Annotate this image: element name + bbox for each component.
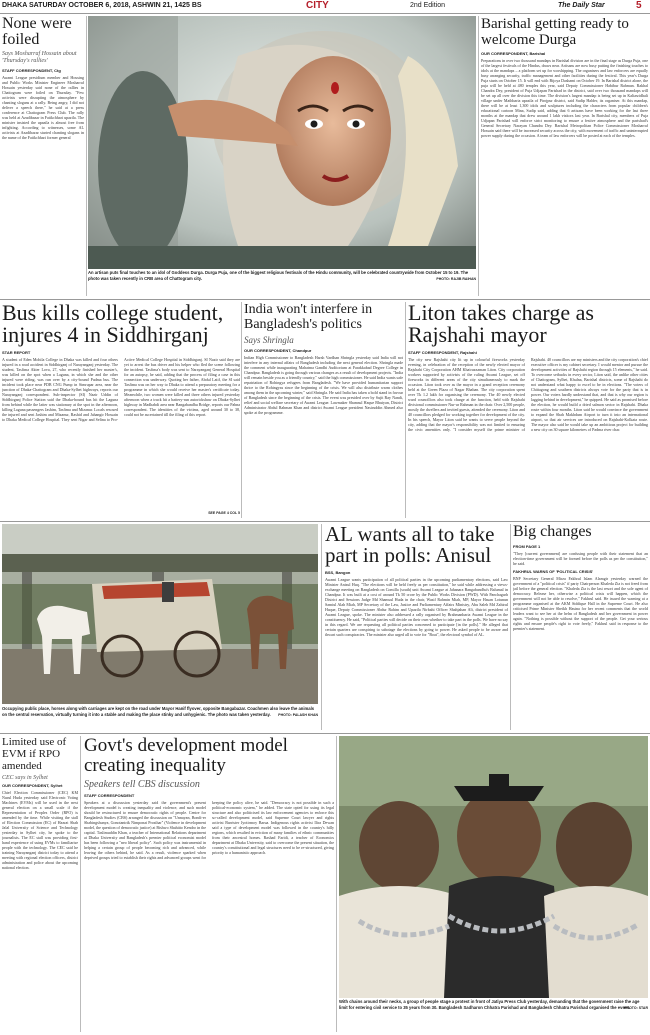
- article-big-changes: [513, 524, 648, 730]
- article-body: Awami League wants participation of all political parties in the upcoming parliamentary elections, said Law Minister Anisul Huq. "The elections will be held freely as per constitution," he said while addressing a views-exchange meeting on Bangladesh on Comilla (south) unit Awami League at Jahanara Bangabandhu's Balumal in Chandpur. It was built at a cost of around Tk 50 crore by the Public Works Division (PWD). With Panchagarh District and Sessions Judge Md Shamsul Huda in the chair, Wasif Rahmin Miah, MP, Mayor Hasan Lotunun Samiul Alah Miah, MP Secretary of the Law, Justice and Parliamentary Affairs Ministry, Abu Saleh Md Zahirul Haque, Deputy Commissioner Abdur Rahim and Upazila Nirbahi Officer Shahjahan Ali, district president of Awami League, spoke. The minister also addressed a rally organised by Brahmanbaria Awami League in the constituency. He said, "Political parties will decide on their own whether to take part in the polls. We have no say in this regard. We are requesting all political parties concerned to participate [in the polls]." He alleged that certain quarters are conspiring to sabotage the elections by going to power. He asked people to be aware and thwart such conspiracies. The minister also urged all to vote for "Boat", the electoral symbol of AL.: [325, 577, 508, 637]
- page-header: [0, 0, 650, 14]
- article-body: Chief Election Commissioner (CEC) KM Nurul Huda yesterday said Electronic Voting Machines (EVMs) will be used in the next general election on a small scale if the Representation of Peoples Order (RPO) is amended by the time. While visiting the stall of Election Commission (EC) of Hazrat Shah Jalal University of Science and Technology yesterday in Sylhet city, he spoke to the journalists. The EC stall was providing first-hand experience of using EVMs to familiarise people with the technology. The CEC said he training Narayanganj district today to attend a meeting with regional election officers, district administration and police about the upcoming national election.: [2, 790, 78, 870]
- article-al-wants: [325, 524, 508, 730]
- article-body: Speakers at a discussion yesterday said the government's present development model is creating inequality and violence, and such model should be restructured to ensure democratic rights of people. Centre for Bangladesh Studies (CBS) arranged the discussion on "Unnayan, Bondi-er Shabingshunya, Gonotantrik Nimponai Prosthar" (Violence in development model, the question of democratic justice) at Bishwo Shahitto Kendro in the capital. Taslimuddin Khan, a teacher of International Relations department at Dhaka University and Bangladesh's premier political economist model has been following a "neo liberal policy". Such policy was instrumental in helping a certain group of people becoming rich and advanced, while leaving the others behind, he said. As a result, violence sparked when deprived groups tried to establish their rights and advanced groups went for keeping the policy alive, he said. "Democracy is not possible in such a political-economic system," he added. The state opted for using its legal structure and also politicised its law enforcement agencies to enforce this so-called development model, said Supreme Court lawyer and rights activist Barrister Jyotirmoy Barua. Indigenous rights activist Ilira Dewan said a type of development model was followed in the country's hilly regions, which resulted in eviction of many families of ethnic communities from their ancestral homes. Rashad Faridi, a teacher of Economics department at Dhaka University, said to overcome the present situation, the country's constitutional and legal structures need to be re-structured, giving priority to a humanistic approach.: [84, 800, 334, 860]
- photo-credit: PHOTO: STAR: [624, 1006, 648, 1010]
- byline: STAFF CORRESPONDENT: [84, 793, 135, 798]
- article-none-were-foiled: [2, 16, 84, 298]
- headline[interactable]: India won't interfere in Bangladesh's politics: [244, 302, 373, 332]
- byline: STAFF CORRESPONDENT, Ctg: [2, 68, 61, 73]
- article-barishal: [481, 16, 648, 298]
- subhead: Says Shringla: [244, 335, 294, 345]
- horses-caption: [2, 706, 318, 730]
- article-evm: [2, 736, 78, 1032]
- byline: OUR CORRESPONDENT, Chandpur: [244, 348, 312, 353]
- headline[interactable]: AL wants all to take part in polls: Anisul: [325, 524, 495, 567]
- from-page: FROM PAGE 1: [513, 544, 541, 549]
- article-body: The city new Rajshahi city lit up in colourful fireworks yesterday evening, in celebration of the reception of the newly elected mayor of Rajshahi City Corporation AHM Khairuzzaman Liton. City corporation workers supported by activists of the ruling Awami League, set off fireworks in different areas of the city simultaneously to mark the occasion. Liton took over as the mayor in a grand reception ceremony held at the Green Plaza of Nagar Bhaban. The city corporation spent over Tk 1.2 lakh for organising the ceremony. The 40 newly elected ward councillors also took charge at the function, held with Rajshahi divisional commissioner Nur-ur Rahman in the chair. Over 2,500 people, mostly the dwellers and invited guests, attended the ceremony. Liton and 40 councillors pledged for working together for development of the city. In his speech, Mayor Liton said he wants to serve people beyond the city, adding that the mayor's responsibility was not limited to ensuring the civic amenities only. "I consider myself the prime minister of Rajshahi. 40 councillors are my ministers and the city corporation's chief executive officer is my cabinet secretary. I would mentor and pursue the development activities of Rajshahi region through 15 elements," he said. To overcome setbacks in every sector, Liton said, the unlike other cities of Chattogram, Sylhet, Khulna, Barishal districts, some of Rajshahi do not understand what happy to excel to be in elections. "The voters of Chittagong and southern districts always vote for the party that is in power. Our voters hardly understand that, and that is why our region is lagging behind in development," he quipped. He said as promised before the election, he would build a dried salmon sector in Rajshahi. Dhaka route within four months. Liton said he would convince the government to expand the Shah Makhdum Airport to turn it into an international airport, so that air services are introduced on Rajshahi-Kolkata route. The mayor also said he would take up an ambitious project for building a new city on 30 square kilometres of Padma river char.: [408, 357, 648, 432]
- byline: BSS, Bangon: [325, 570, 351, 575]
- headline[interactable]: None were foiled: [2, 16, 72, 48]
- chain-protest-photo: [339, 736, 648, 998]
- issue-date: DHAKA SATURDAY OCTOBER 6, 2018, ASHWIN 21, 1425 BS: [2, 2, 202, 9]
- durga-idol-photo: [88, 16, 476, 269]
- byline: OUR CORRESPONDENT, Barishal: [481, 51, 546, 56]
- photo-credit: PHOTO: RAJIB RAIHAN: [436, 277, 476, 281]
- article-body-2: BNP Secretary General Mirza Fakhrul Islam Alamgir yesterday warned the government of a "political crisis" if party Chairperson Khaleda Zia is not freed from jail before the general election. "Khaleda Zia is the last resort and the sole agent of democracy. Release her, otherwise a political crisis will happen, which the government will not be able to resolve," Fakhrul said. He issued the warning at a programme organised at the AKM Siddique Hall in the Supreme Court. He also criticised Prime Minister Sheikh Hasina for her recent comments that the world leaders want to see her at the helm of Bangladesh and her government in power again. "Nothing is possible without the support of the people. Get your serious rights and ensure people's right to vote freely," Fakhrul said in response to the premier's statement.: [513, 576, 648, 631]
- continued-label: SEE PAGE 4 COL 5: [208, 511, 240, 515]
- edition-label: 2nd Edition: [410, 2, 446, 9]
- headline[interactable]: Bus kills college student, injures 4 in Siddhirganj: [2, 302, 224, 347]
- subhead: Speakers tell CBS discussion: [84, 779, 200, 790]
- page-number: 5: [636, 0, 642, 11]
- headline[interactable]: Liton takes charge as Rajshahi mayor: [408, 302, 594, 347]
- horses-carriage-photo: [2, 524, 318, 704]
- photo-caption: With chains around their necks, a group of people stage a protest in front of Jatiya Press Club yesterday, demanding that the government raise the age limit for entering civil service to 35 years from 30. Bangladesh Sadharon Chhatra Parishad and Bangladesh Chhatra Parishad organised the event.: [339, 999, 640, 1010]
- article-liton: [408, 302, 648, 518]
- byline: OUR CORRESPONDENT, Sylhet: [2, 783, 63, 788]
- headline[interactable]: Limited use of EVM if RPO amended: [2, 736, 67, 772]
- byline: STAFF CORRESPONDENT, Rajshahi: [408, 350, 477, 355]
- headline[interactable]: Barishal getting ready to welcome Durga: [481, 16, 629, 48]
- section-subhead: FAKHRUL WARNS OF 'POLITICAL CRISIS': [513, 569, 594, 574]
- durga-caption: [88, 270, 476, 296]
- article-india: [244, 302, 403, 518]
- headline[interactable]: Big changes: [513, 524, 592, 540]
- photo-caption: An artisan puts final touches to an idol of Goddess Durga. Durga Puja, one of the biggest religious festivals of the Hindu community, will be celebrated countrywide from October 15 to 19. The photo was taken recently in CRB area of Chattogram city.: [88, 270, 469, 281]
- article-body: Preparations in over two thousand mandaps in Barishal division are in the final stage as Durga Puja, one of the largest festivals of the Hindus, draws near. Artisans are now busy putting the finishing touches to idols at the mandaps – a platform set up for worshipping. The organisers and law enforcers are equally busy arranging security, traffic management and other facilities during the festival. This year's Durga Puja starts on October 15. It will end with Bijoya Dashami on October 19. In Barishal district alone, the puja will be held at 480 temples this year, said Deputy Commissioner Habibur Rahman. Rakhal Chandra Dey, president of Puja Udjapan Parishad in the district, said over two thousand mandaps will be set up all over the division this time. The division's largest mandap is being set up in Kaliasridhali village under Mathbaria upazila of Pirojpur district, said Sudip Halder, its organiser. At this mandap, there will be at least 1,300 idols and sculptures including the characters from popular children's educational cartoon Mina, Sudip said, adding that 6 artisans have been working for the last three months at the mandap that drew around 1 lakh visitors last year. In Barishal city, members of Puja Udjapan Parishad will enforce strict monitoring to ensure a festive atmosphere and the parishad's General Secretary Narayan Chandra Dey. Barishal Metropolitan Police Commissioner Mosharraf Hossain said there will be increased security across the city, with movement of traffic and uninterrupted power supply during the occasion. A team of law enforcers will be posted at each of the temples.: [481, 58, 648, 138]
- protest-caption: [339, 999, 648, 1033]
- photo-credit: PHOTO: PALASH KHAN: [278, 713, 318, 717]
- article-bus-kills: [2, 302, 240, 518]
- byline: STAR REPORT: [2, 350, 31, 355]
- article-body: Indian High Commissioner to Bangladesh Harsh Vardhan Shringla yesterday said India will not interfere in any internal affairs of Bangladesh including the next general election. Shringla made the comment while inaugurating Mahatma Gandhi Auditorium at Farakkabad Degree College in Chandpur. Bangladesh is going through various changes as a result of development projects. "India will remain beside you as a friendly country," said the high commissioner. He said India wants safe repatriation of Rohingya refugees from Bangladesh. "We have provided humanitarian support thrice to the Rohingyas since the beginning of the crisis. We will also distribute warm clothes among them in the upcoming winter," said Shringla. He said India has taken a bold stand in favour of Bangladesh since the beginning of the crisis. The event was presided over by Sujit Ray Nandi, relief and social welfare secretary of Awami League. Lawmaker Shamsul Haque Bhuiyan, District Administrator Abdul Rahman Khan and district Awami League president Nasiruddin Ahmed also spoke at the programme.: [244, 355, 403, 415]
- photo-caption: Occupying public place, horses along with carriages are kept on the road under Mayor Hanif flyover, opposite Bangabazar. Coachmen also leave the animals on the central reservation, virtually turning it into a stable and making the place stinky and unhygienic. The photo was taken yesterday.: [2, 706, 315, 717]
- headline[interactable]: Govt's development model creating inequality: [84, 736, 288, 776]
- subhead: Says Mosharraf Hossain about 'Thursday's rallies': [2, 51, 77, 64]
- article-govt-development: [84, 736, 334, 1032]
- subhead: CEC says in Sylhet: [2, 775, 48, 781]
- article-body: Awami League presidium member and Housing and Public Works Minister Engineer Mosharraf Hossain yesterday said none of the rallies in Chattogram were foiled on Thursday. "Few activists were disrupting the atmosphere by chanting slogans at a rally. Being angry, I did not deliver a speech there," he said at a press conference at Chattogram Press Club. The rally was held at Azadibazar in Fatikchhari upazila. The minister insisted the upazila is almost free from infighting. According to witnesses, some AL activists at Azadibazar started chanting slogans in the name of the Fatikchhari former general: [2, 75, 84, 140]
- article-body: A student of Eden Mohila College in Dhaka was killed and four others injured in a road accident in Siddhirganj of Narayanganj yesterday. The student, Tasfima Akter Lova, 27, who recently finished her master's, was killed on the spot when a Laguna, in which she and the other injured were riding, was run over by a city-bound Padma bus. The incident took place near PDB CNG Pump in Simrupar area, near the junction of Dhaka-Chattogram and Dhaka-Sylhet highways, reports our Narayanganj correspondent. Sub-inspector (SI) Nazir Uddin of Siddhirganj Police Station said the Dhaka-bound bus hit the Laguna from behind while the latter was stationary at the spot in the afternoon, killing Laguna passengers Jashim, Tasfima and Mizanur. Locals rescued the injured and sent Jashim and Mizanur, Rashid and Jahangir Hossain to Dhaka Medical College Hospital. They sent Nigar and Selina to Pro-Active Medical College Hospital in Siddhirganj. SI Nazir said they are yet to arrest the bus driver and his helper who fled the scene following the incident. Tasfima's body was sent to Narayanganj General Hospital for an autopsy, he said, adding that the process of filing a case in this connection was underway. Quoting her father, Abdul Latif, the SI said Tasfima was on her way to Dhaka to attend a preparatory meeting for a programme in which she would receive her master's certificate today. Meanwhile, two women were killed and three others injured yesterday afternoon when a truck hit a battery-run autorickshaw on Dhaka-Sylhet highway in Madhabdi area near Bangabandhu Bridge, reports our Pabna correspondent. The identities of the victims, aged around 30 to 38, could not be ascertained till the filing of this report.: [2, 357, 240, 422]
- section-name: CITY: [306, 0, 329, 11]
- newspaper-brand: The Daily Star: [558, 2, 605, 9]
- article-body: "They [current government] are confusing people with their statement that an election-time government will be formed before the polls as per the constitution," he said.: [513, 551, 648, 566]
